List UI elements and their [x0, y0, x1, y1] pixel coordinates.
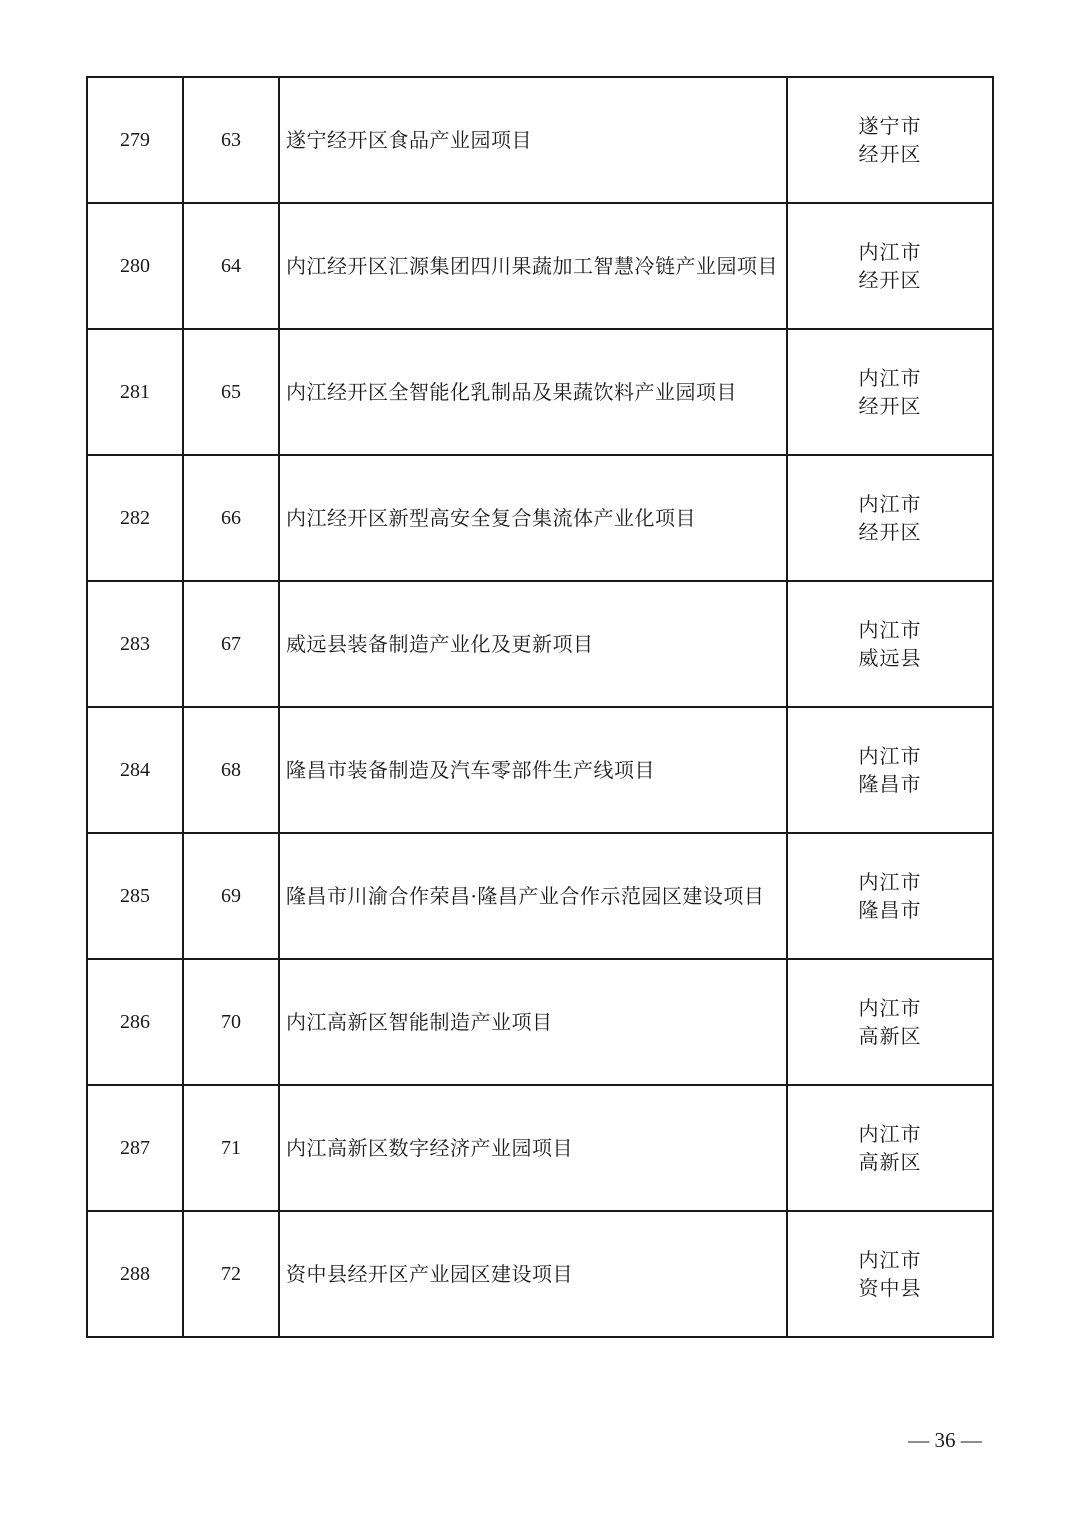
row-number: 285 [87, 833, 183, 959]
location-district: 资中县 [858, 1276, 922, 1300]
project-table-body [87, 77, 993, 1337]
project-name: 内江经开区新型高安全复合集流体产业化项目 [279, 455, 787, 581]
project-location [787, 329, 993, 455]
location-city: 内江市 [858, 618, 922, 642]
table-row [87, 455, 993, 581]
project-name: 遂宁经开区食品产业园项目 [279, 77, 787, 203]
project-location [787, 203, 993, 329]
table-row [87, 203, 993, 329]
location-city: 内江市 [858, 240, 922, 264]
table-row [87, 77, 993, 203]
row-sub-number: 66 [183, 455, 279, 581]
location-district: 隆昌市 [858, 898, 922, 922]
project-name: 内江高新区数字经济产业园项目 [279, 1085, 787, 1211]
project-location [787, 833, 993, 959]
row-number: 287 [87, 1085, 183, 1211]
row-sub-number: 63 [183, 77, 279, 203]
project-name: 内江经开区全智能化乳制品及果蔬饮料产业园项目 [279, 329, 787, 455]
project-location [787, 455, 993, 581]
project-location [787, 707, 993, 833]
location-city: 遂宁市 [858, 114, 922, 138]
location-district: 经开区 [858, 394, 922, 418]
location-district: 经开区 [858, 520, 922, 544]
project-name: 资中县经开区产业园区建设项目 [279, 1211, 787, 1337]
project-location [787, 77, 993, 203]
project-table [86, 76, 994, 1338]
table-row [87, 959, 993, 1085]
project-name: 隆昌市装备制造及汽车零部件生产线项目 [279, 707, 787, 833]
location-city: 内江市 [858, 366, 922, 390]
location-district: 隆昌市 [858, 772, 922, 796]
location-city: 内江市 [858, 1122, 922, 1146]
table-row [87, 707, 993, 833]
row-number: 286 [87, 959, 183, 1085]
location-city: 内江市 [858, 492, 922, 516]
row-number: 280 [87, 203, 183, 329]
row-sub-number: 69 [183, 833, 279, 959]
location-city: 内江市 [858, 996, 922, 1020]
location-city: 内江市 [858, 870, 922, 894]
project-name: 威远县装备制造产业化及更新项目 [279, 581, 787, 707]
row-sub-number: 65 [183, 329, 279, 455]
project-name: 内江经开区汇源集团四川果蔬加工智慧冷链产业园项目 [279, 203, 787, 329]
table-row [87, 833, 993, 959]
row-sub-number: 72 [183, 1211, 279, 1337]
row-sub-number: 71 [183, 1085, 279, 1211]
project-location [787, 581, 993, 707]
location-district: 经开区 [858, 268, 922, 292]
location-district: 经开区 [858, 142, 922, 166]
table-row [87, 581, 993, 707]
page-number: — 36 — [908, 1428, 982, 1452]
row-number: 282 [87, 455, 183, 581]
project-location [787, 1211, 993, 1337]
row-sub-number: 68 [183, 707, 279, 833]
table-row [87, 1211, 993, 1337]
table-row [87, 1085, 993, 1211]
table-row [87, 329, 993, 455]
location-district: 高新区 [858, 1024, 922, 1048]
project-name: 隆昌市川渝合作荣昌·隆昌产业合作示范园区建设项目 [279, 833, 787, 959]
row-sub-number: 70 [183, 959, 279, 1085]
location-city: 内江市 [858, 1248, 922, 1272]
row-number: 283 [87, 581, 183, 707]
location-district: 威远县 [858, 646, 922, 670]
project-location [787, 1085, 993, 1211]
project-location [787, 959, 993, 1085]
project-name: 内江高新区智能制造产业项目 [279, 959, 787, 1085]
row-number: 288 [87, 1211, 183, 1337]
row-number: 284 [87, 707, 183, 833]
row-sub-number: 67 [183, 581, 279, 707]
location-city: 内江市 [858, 744, 922, 768]
location-district: 高新区 [858, 1150, 922, 1174]
row-number: 281 [87, 329, 183, 455]
row-number: 279 [87, 77, 183, 203]
row-sub-number: 64 [183, 203, 279, 329]
